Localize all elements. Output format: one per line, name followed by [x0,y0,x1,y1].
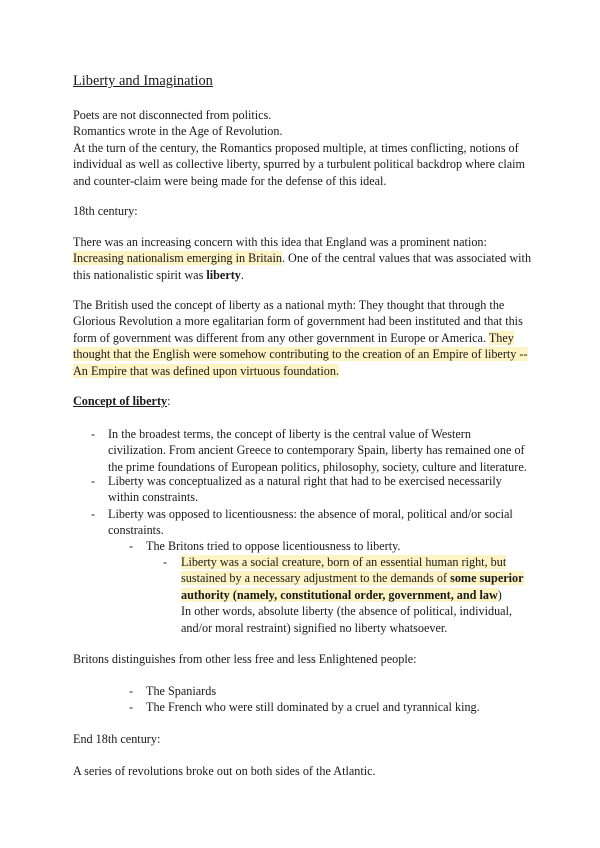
nationalism-text: There was an increasing concern with this idea that England was a prominent nation: [73,235,487,249]
bullet-dash: - [129,700,134,714]
bullet-dash: - [91,507,96,521]
bullet-3a1-highlight: Liberty was a social creature, born of an essential human right, but sustained by a necessary adjustment to the demands of [181,555,507,586]
revolutions-paragraph: A series of revolutions broke out on both sides of the Atlantic. [73,764,376,778]
bullet-dash: - [129,684,134,698]
bullet-3a1-end: ) [497,587,502,602]
intro-line-1: Poets are not disconnected from politics. [73,108,272,122]
bullet-dash: - [163,555,168,569]
list-item-spaniards: The Spaniards [146,684,217,698]
myth-paragraph [73,297,543,379]
britons-paragraph: Britons distinguishes from other less free and less Enlightened people: [73,652,417,666]
concept-heading [73,393,543,409]
list-item-french: The French who were still dominated by a cruel and tyrannical king. [146,700,480,714]
myth-highlight: They thought that the English were somehow contributing to the creation of an Empire of liberty -- An Empire that was defined upon virtuous foundation. [73,330,528,378]
page-title: Liberty and Imagination [73,73,213,89]
bullet-item-3a1 [181,554,536,636]
bullet-dash: - [91,427,96,441]
bullet-item-3: Liberty was opposed to licentiousness: the absence of moral, political and/or social constraints. [108,507,513,538]
concept-heading-text: Concept of liberty [73,394,168,408]
intro-line-3: At the turn of the century, the Romantics proposed multiple, at times conflicting, notions of individual as well as collective liberty, spurred by a turbulent political backdrop where claim and counter-claim were being made for the defense of this ideal. [73,140,526,188]
bullet-3a1-bold: some superior authority (namely, constitutional order, government, and law [181,571,524,602]
nationalism-end: . [240,267,244,282]
bullet-dash: - [91,474,96,488]
nationalism-highlight: Increasing nationalism emerging in Britain [73,251,282,266]
intro-line-2: Romantics wrote in the Age of Revolution. [73,124,283,139]
concept-heading-colon: : [167,394,171,408]
intro-paragraph [73,107,543,189]
nationalism-paragraph [73,234,543,283]
bullet-3a1-continuation: In other words, absolute liberty (the absence of political, individual, and/or moral restraint) signified no liberty whatsoever. [181,604,513,635]
nationalism-text-after: . One of the central values that was associated with this nationalistic spirit was [73,251,532,282]
liberty-bold: liberty [206,267,241,282]
bullet-item-3a: The Britons tried to oppose licentiousness to liberty. [146,539,401,553]
bullet-item-2: Liberty was conceptualized as a natural right that had to be exercised necessarily within constraints. [108,474,502,505]
bullet-item-1: In the broadest terms, the concept of liberty is the central value of Western civilization. From ancient Greece to contemporary Spain, liberty has remained one of the prime foundations of European politics, philosophy, society, culture and literature. [108,427,527,474]
bullet-dash: - [129,539,134,553]
section-label-end-18th-century: End 18th century: [73,732,161,746]
section-label-18th-century: 18th century: [73,204,138,218]
myth-text: The British used the concept of liberty as a national myth: They thought that through the Glorious Revolution a more egalitarian form of government had been instituted and that this form of government was different from any other government in Europe or America. [73,298,523,345]
